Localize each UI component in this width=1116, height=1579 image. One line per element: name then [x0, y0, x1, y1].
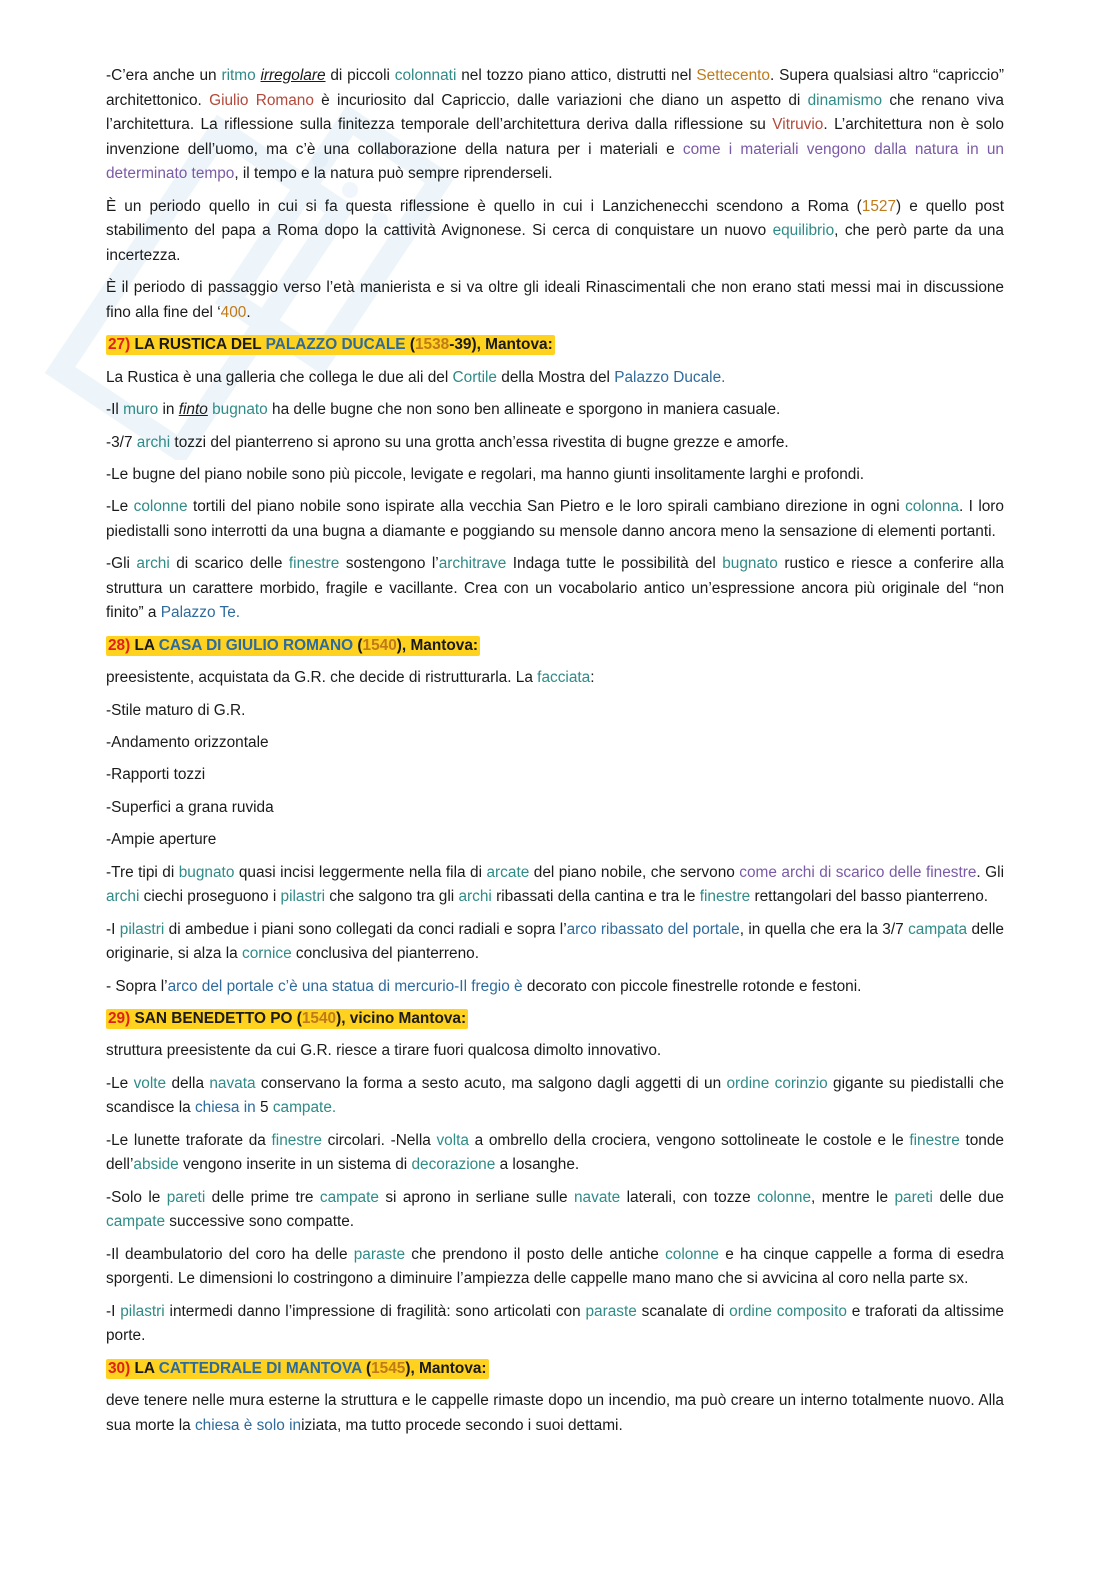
text-segment: laterali, con tozze	[620, 1188, 758, 1206]
text-segment: struttura preesistente da cui G.R. riesce a tirare fuori qualcosa dimolto innovativo.	[106, 1042, 662, 1060]
text-segment: tortili del piano nobile sono ispirate alla vecchia San Pietro e le loro spirali cambiano direzione in ogni	[187, 498, 906, 516]
text-segment: . L’architettura non è solo invenzione dell’uomo, ma c’è una collaborazione della natura per i materiali e	[106, 116, 1004, 158]
body-paragraph	[106, 495, 1004, 544]
text-segment: volte	[133, 1074, 167, 1092]
text-segment: Giulio Romano	[209, 91, 314, 109]
text-segment: decorazione	[411, 1156, 496, 1174]
section-heading	[106, 1007, 1004, 1032]
text-segment: - Sopra l’	[106, 977, 168, 995]
section-heading	[106, 634, 1004, 659]
body-paragraph	[106, 975, 1004, 1000]
text-segment: -Il	[106, 401, 124, 419]
body-paragraph	[106, 796, 1004, 821]
text-segment: . Gli	[976, 863, 1004, 881]
text-segment: pilastri	[119, 920, 165, 938]
text-segment: come archi di scarico delle finestre	[739, 863, 977, 881]
text-segment: -Gli	[106, 555, 137, 573]
text-segment: delle due	[932, 1188, 1004, 1206]
text-segment: ), vicino Mantova:	[336, 1009, 467, 1027]
text-segment: muro	[123, 401, 159, 419]
text-segment: architrave	[438, 555, 507, 573]
body-paragraph	[106, 828, 1004, 853]
text-segment: colonne	[757, 1188, 812, 1206]
text-segment: delle originarie, si alza la	[106, 920, 1004, 963]
text-segment: che salgono tra gli	[325, 888, 459, 906]
text-segment: finestre	[699, 888, 751, 906]
text-segment: archi	[136, 433, 171, 451]
text-segment: CASA DI GIULIO ROMANO	[158, 636, 354, 654]
body-paragraph	[106, 666, 1004, 691]
text-segment: campate	[106, 1213, 166, 1231]
text-segment: ha delle bugne che non sono ben allineate e sporgono in maniera casuale.	[267, 401, 781, 419]
heading-highlight	[106, 335, 555, 355]
text-segment: navata	[209, 1074, 256, 1092]
document-page	[106, 64, 1004, 1446]
text-segment: irregolare	[260, 67, 326, 84]
heading-highlight	[106, 636, 480, 656]
text-segment: . I loro piedistalli sono interrotti da una bugna a diamante e poggiando su mensole danno ancora meno la sensazione di elementi portanti.	[106, 498, 1004, 540]
text-segment: -Ampie aperture	[106, 831, 217, 849]
text-segment: -Le bugne del piano nobile sono più piccole, levigate e regolari, ma hanno giunti insolitamente larghi e profondi.	[106, 465, 865, 483]
text-segment: 1538	[414, 336, 450, 354]
text-segment: è incuriosito dal Capriccio, dalle variazioni che diano un aspetto di	[313, 91, 808, 109]
body-paragraph	[106, 398, 1004, 423]
text-segment: bugnato	[178, 863, 235, 881]
text-segment: 1540	[301, 1009, 337, 1027]
text-segment: -Le	[106, 498, 134, 516]
text-segment: ) e quello post stabilimento del papa a Roma dopo la cattività Avignonese. Si cerca di conquistare un nuovo	[106, 197, 1004, 240]
text-segment: bugnato	[722, 555, 778, 573]
text-segment: :	[590, 669, 595, 687]
section-heading	[106, 1357, 1004, 1382]
body-paragraph	[106, 276, 1004, 325]
text-segment: . Supera qualsiasi altro “capriccio” architettonico.	[106, 67, 1004, 109]
text-segment: Vitruvio	[772, 116, 824, 134]
text-segment: a ombrello della crociera, vengono sottolineate le costole e le	[468, 1131, 910, 1149]
text-segment: e traforati da altissime porte.	[106, 1302, 1004, 1345]
text-segment: arcate	[486, 863, 530, 881]
text-segment: (	[405, 336, 415, 354]
text-segment: della	[166, 1074, 210, 1092]
text-segment: sostengono l’	[339, 555, 439, 573]
text-segment: .	[246, 303, 251, 321]
text-segment: delle prime tre	[205, 1188, 320, 1206]
body-paragraph	[106, 731, 1004, 756]
text-segment: LA RUSTICA DEL	[130, 336, 266, 354]
text-segment: 29)	[108, 1009, 131, 1027]
text-segment: Palazzo Ducale.	[614, 368, 726, 386]
text-segment: ciechi proseguono i	[139, 888, 281, 906]
text-segment: campate	[319, 1188, 379, 1206]
text-segment: Indaga tutte le possibilità del	[506, 555, 723, 573]
text-segment: e ha cinque cappelle a forma di esedra sporgenti. Le dimensioni lo costringono a diminuire l’ampiezza delle cappelle mano mano che si avvicina al coro nella parte sx.	[106, 1245, 1004, 1288]
body-paragraph	[106, 1243, 1004, 1292]
text-segment: equilibrio	[772, 222, 835, 240]
body-paragraph	[106, 463, 1004, 488]
text-segment: finestre	[271, 1131, 322, 1149]
text-segment: Settecento	[696, 67, 770, 84]
text-segment: -Le	[106, 1074, 134, 1092]
text-segment: deve tenere nelle mura esterne la struttura e le cappelle rimaste dopo un incendio, ma può creare un interno totalmente nuovo. Alla sua morte la	[106, 1392, 1004, 1434]
body-paragraph	[106, 861, 1004, 910]
text-segment: pilastri	[120, 1302, 165, 1320]
text-segment: tonde dell’	[106, 1131, 1004, 1174]
text-segment: che prendono il posto delle antiche	[405, 1245, 666, 1263]
body-paragraph	[106, 552, 1004, 626]
text-segment: pareti	[894, 1188, 933, 1206]
text-segment: -Le lunette traforate da	[106, 1131, 272, 1149]
body-paragraph	[106, 918, 1004, 967]
text-segment: conservano la forma a sesto acuto, ma salgono dagli aggetti di un	[255, 1074, 727, 1092]
text-segment: 30)	[108, 1359, 131, 1377]
text-segment: di piccoli	[325, 67, 395, 84]
text-segment: -Solo le	[106, 1188, 167, 1206]
text-segment: archi	[458, 888, 492, 906]
text-segment: arco ribassato del portale	[566, 920, 740, 938]
body-paragraph	[106, 763, 1004, 788]
text-segment: -I	[106, 1302, 121, 1320]
text-segment: di ambedue i piani sono collegati da conci radiali e sopra l’	[164, 920, 567, 938]
text-segment: intermedi danno l’impressione di fragilità: sono articolati con	[164, 1302, 586, 1320]
text-segment: chiesa è solo in	[194, 1416, 302, 1434]
text-segment: È un periodo quello in cui si fa questa riflessione è quello in cui i Lanzichenecchi scendono a Roma (	[106, 197, 862, 215]
text-segment: LA	[130, 1359, 159, 1377]
body-paragraph	[106, 1129, 1004, 1178]
text-segment: ordine corinzio	[726, 1074, 828, 1092]
text-segment: tozzi del pianterreno si aprono su una grotta anch’essa rivestita di bugne grezze e amorfe.	[170, 433, 789, 451]
text-segment: cornice	[242, 945, 292, 963]
text-segment: ), Mantova:	[396, 636, 479, 654]
text-segment: ribassati della cantina e tra le	[491, 888, 700, 906]
text-segment: È il periodo di passaggio verso l’età manierista e si va oltre gli ideali Rinascimentali che non erano stati messi mai in discussione fino alla fine del ‘	[106, 279, 1004, 321]
text-segment: CATTEDRALE DI MANTOVA	[158, 1359, 362, 1377]
text-segment: colonne	[133, 498, 188, 516]
text-segment: ritmo	[221, 67, 256, 84]
text-segment: del piano nobile, che servono	[529, 863, 740, 881]
body-paragraph	[106, 699, 1004, 724]
text-segment: LA	[130, 636, 159, 654]
text-segment: paraste	[585, 1302, 637, 1320]
text-segment: colonnati	[394, 67, 457, 84]
text-segment: , mentre le	[811, 1188, 895, 1206]
text-segment: circolari. -Nella	[322, 1131, 437, 1149]
text-segment: finestre	[288, 555, 340, 573]
text-segment: -C’era anche un	[106, 67, 222, 84]
text-segment: , che però parte da una incertezza.	[106, 222, 1004, 264]
text-segment: facciata	[537, 669, 591, 687]
text-segment: navate	[574, 1188, 621, 1206]
text-segment: vengono inserite in un sistema di	[178, 1156, 412, 1174]
text-segment: SAN BENEDETTO PO (	[130, 1009, 302, 1027]
text-segment: dinamismo	[807, 91, 883, 109]
body-paragraph	[106, 1039, 1004, 1064]
body-paragraph	[106, 195, 1004, 269]
text-segment: 28)	[108, 636, 131, 654]
text-segment: bugnato	[212, 401, 268, 419]
text-segment: della Mostra del	[497, 368, 615, 386]
heading-highlight	[106, 1009, 468, 1029]
text-segment: -Tre tipi di	[106, 863, 179, 881]
text-segment: finto	[178, 401, 208, 419]
text-segment: -I	[106, 920, 120, 938]
heading-highlight	[106, 1359, 489, 1379]
text-segment: come i materiali vengono dalla natura in un determinato tempo	[106, 140, 1004, 183]
text-segment: si aprono in serliane sulle	[378, 1188, 574, 1206]
text-segment: ordine composito	[729, 1302, 847, 1320]
text-segment: 27)	[108, 336, 131, 354]
text-segment: arco del portale c’è una statua di mercurio-Il fregio è	[167, 977, 523, 995]
text-segment: 1545	[371, 1359, 406, 1377]
text-segment: 1540	[362, 636, 397, 654]
text-segment: di scarico delle	[169, 555, 289, 573]
text-segment: (	[353, 636, 363, 654]
text-segment: -3/7	[106, 433, 137, 451]
text-segment: pilastri	[280, 888, 326, 906]
body-paragraph	[106, 431, 1004, 456]
text-segment: La Rustica è una galleria che collega le due ali del	[106, 368, 453, 386]
text-segment: conclusiva del pianterreno.	[291, 945, 480, 963]
text-segment: 5	[255, 1099, 273, 1117]
text-segment: -Superfici a grana ruvida	[106, 798, 274, 816]
text-segment: -Il deambulatorio del coro ha delle	[106, 1245, 354, 1263]
body-paragraph	[106, 1186, 1004, 1235]
text-segment: colonna	[905, 498, 959, 516]
text-segment: che renano viva l’architettura. La riflessione sulla finitezza temporale dell’architettura deriva dalla riflessione su	[106, 91, 1004, 134]
text-segment: decorato con piccole finestrelle rotonde e festoni.	[522, 977, 862, 995]
text-segment: iziata, ma tutto procede secondo i suoi dettami.	[301, 1416, 623, 1434]
section-heading	[106, 333, 1004, 358]
body-paragraph	[106, 1072, 1004, 1121]
text-segment: scanalate di	[636, 1302, 730, 1320]
text-segment: a losanghe.	[495, 1156, 580, 1174]
text-segment: archi	[106, 888, 140, 906]
body-paragraph	[106, 1300, 1004, 1349]
text-segment: archi	[136, 555, 170, 573]
text-segment: ), Mantova:	[405, 1359, 487, 1377]
text-segment: campata	[908, 920, 968, 938]
text-segment: quasi incisi leggermente nella fila di	[234, 863, 487, 881]
text-segment: , il tempo e la natura può sempre riprenderseli.	[234, 165, 553, 183]
text-segment: colonne	[665, 1245, 719, 1263]
text-segment: -39), Mantova:	[449, 336, 553, 354]
text-segment: in	[158, 401, 179, 419]
text-segment: , in quella che era la 3/7	[739, 920, 909, 938]
text-segment: abside	[133, 1156, 179, 1174]
text-segment: -Rapporti tozzi	[106, 766, 206, 784]
text-segment: successive sono compatte.	[165, 1213, 355, 1231]
body-paragraph	[106, 1389, 1004, 1438]
text-segment: gigante su piedistalli che scandisce la	[106, 1074, 1004, 1117]
text-segment: -Andamento orizzontale	[106, 734, 269, 752]
text-segment: Cortile	[452, 368, 497, 386]
text-segment: finestre	[909, 1131, 960, 1149]
text-segment: PALAZZO DUCALE	[265, 336, 406, 354]
text-segment: rustico e riesce a conferire alla struttura un carattere morbido, fragile e vacillante. Crea con un vocabolario antico un’espressione ancora più originale del “non finito” a	[106, 555, 1004, 622]
text-segment: volta	[436, 1131, 469, 1149]
text-segment: campate.	[272, 1099, 337, 1117]
text-segment: Palazzo Te.	[160, 604, 241, 622]
text-segment: nel tozzo piano attico, distrutti nel	[456, 67, 697, 84]
text-segment: chiesa in	[194, 1099, 256, 1117]
text-segment: preesistente, acquistata da G.R. che decide di ristrutturarla. La	[106, 669, 538, 687]
text-segment: -Stile maturo di G.R.	[106, 701, 246, 719]
text-segment: paraste	[353, 1245, 406, 1263]
text-segment: 1527	[861, 197, 897, 215]
body-paragraph	[106, 366, 1004, 391]
text-segment: (	[361, 1359, 372, 1377]
body-paragraph	[106, 64, 1004, 187]
text-segment: 400	[220, 303, 247, 321]
text-segment: pareti	[166, 1188, 206, 1206]
text-segment: rettangolari del basso pianterreno.	[750, 888, 989, 906]
